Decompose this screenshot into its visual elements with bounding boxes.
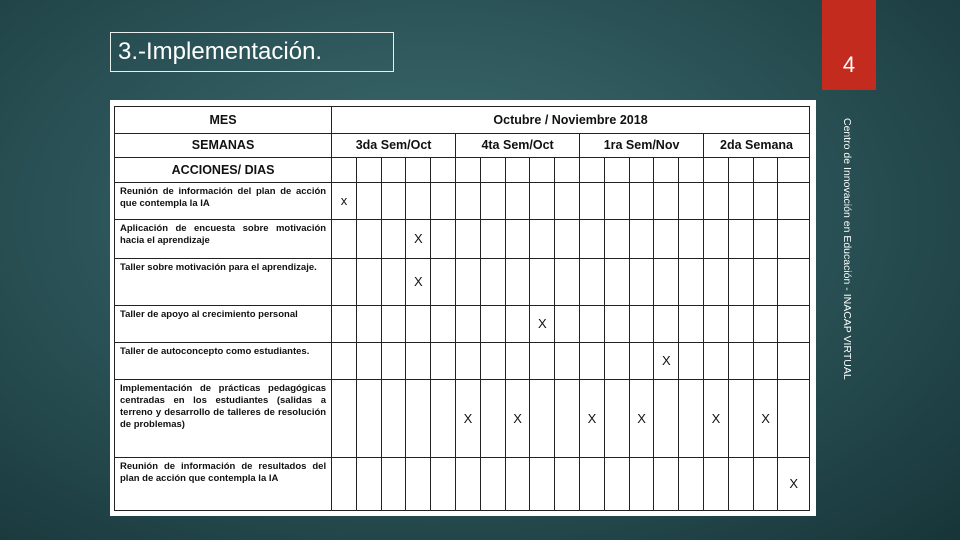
day-cell — [704, 158, 729, 183]
mark-cell — [332, 342, 357, 379]
mark-cell — [629, 305, 654, 342]
mark-cell — [480, 457, 505, 510]
mark-cell — [704, 258, 729, 305]
week-header: 2da Semana — [704, 133, 810, 158]
acciones-label: ACCIONES/ DIAS — [115, 158, 332, 183]
mark-cell — [456, 258, 481, 305]
mark-cell — [679, 457, 704, 510]
mark-cell — [356, 258, 381, 305]
mark-cell — [753, 457, 778, 510]
mark-cell — [604, 379, 629, 457]
mark-cell — [580, 457, 605, 510]
day-cell — [778, 158, 810, 183]
mark-cell — [431, 457, 456, 510]
mark-cell — [679, 258, 704, 305]
action-label: Taller de apoyo al crecimiento personal — [115, 305, 332, 342]
mark-cell — [381, 258, 406, 305]
mark-cell — [356, 182, 381, 219]
mark-cell — [629, 258, 654, 305]
mark-cell — [778, 379, 810, 457]
mes-row — [115, 107, 810, 134]
mark-cell — [480, 342, 505, 379]
mark-cell: X — [629, 379, 654, 457]
mark-cell — [406, 379, 431, 457]
table-row — [115, 457, 810, 510]
mark-cell — [381, 219, 406, 258]
mark-cell — [604, 342, 629, 379]
mark-cell — [381, 457, 406, 510]
day-cell — [406, 158, 431, 183]
day-cell — [480, 158, 505, 183]
schedule-table — [114, 106, 810, 511]
mark-cell — [505, 258, 530, 305]
table-row — [115, 219, 810, 258]
mark-cell — [332, 219, 357, 258]
mark-cell — [381, 379, 406, 457]
mark-cell — [530, 457, 555, 510]
mark-cell — [480, 219, 505, 258]
mark-cell — [679, 379, 704, 457]
mark-cell: X — [406, 258, 431, 305]
mark-cell — [704, 305, 729, 342]
mark-cell — [728, 379, 753, 457]
semanas-label: SEMANAS — [115, 133, 332, 158]
mark-cell — [530, 342, 555, 379]
mark-cell — [332, 457, 357, 510]
mark-cell: X — [580, 379, 605, 457]
mark-cell — [654, 258, 679, 305]
mark-cell — [555, 182, 580, 219]
mark-cell — [604, 219, 629, 258]
mark-cell — [406, 342, 431, 379]
mark-cell — [480, 379, 505, 457]
mark-cell — [654, 219, 679, 258]
mark-cell — [728, 342, 753, 379]
mark-cell — [356, 219, 381, 258]
mark-cell — [456, 219, 481, 258]
action-label: Aplicación de encuesta sobre motivación hacia el aprendizaje — [115, 219, 332, 258]
mark-cell — [381, 342, 406, 379]
table-row — [115, 342, 810, 379]
mark-cell — [629, 219, 654, 258]
mark-cell — [629, 342, 654, 379]
mark-cell — [480, 305, 505, 342]
mark-cell — [505, 457, 530, 510]
mark-cell — [480, 182, 505, 219]
mark-cell — [778, 305, 810, 342]
mark-cell — [728, 258, 753, 305]
mark-cell: X — [654, 342, 679, 379]
mark-cell — [604, 457, 629, 510]
slide-number: 4 — [822, 0, 876, 90]
semanas-row — [115, 133, 810, 158]
mark-cell — [654, 305, 679, 342]
mark-cell — [629, 457, 654, 510]
mark-cell — [431, 219, 456, 258]
mark-cell — [580, 342, 605, 379]
day-cell — [456, 158, 481, 183]
mark-cell — [753, 219, 778, 258]
mark-cell — [431, 379, 456, 457]
mark-cell — [580, 258, 605, 305]
mark-cell — [704, 457, 729, 510]
table-row — [115, 379, 810, 457]
acciones-row — [115, 158, 810, 183]
mark-cell — [778, 258, 810, 305]
mark-cell — [654, 182, 679, 219]
mark-cell — [555, 342, 580, 379]
table-row — [115, 182, 810, 219]
mark-cell — [604, 182, 629, 219]
mark-cell: X — [505, 379, 530, 457]
mark-cell — [456, 305, 481, 342]
mark-cell — [728, 182, 753, 219]
mes-value: Octubre / Noviembre 2018 — [332, 107, 810, 134]
mark-cell — [356, 342, 381, 379]
mark-cell: X — [456, 379, 481, 457]
day-cell — [654, 158, 679, 183]
mark-cell — [456, 457, 481, 510]
mark-cell — [480, 258, 505, 305]
mark-cell — [654, 457, 679, 510]
day-cell — [728, 158, 753, 183]
day-cell — [431, 158, 456, 183]
week-header: 1ra Sem/Nov — [580, 133, 704, 158]
day-cell — [530, 158, 555, 183]
mark-cell: x — [332, 182, 357, 219]
mark-cell — [654, 379, 679, 457]
mark-cell — [728, 457, 753, 510]
mark-cell — [381, 305, 406, 342]
mark-cell — [406, 457, 431, 510]
mark-cell — [778, 342, 810, 379]
mark-cell — [679, 305, 704, 342]
mark-cell — [728, 219, 753, 258]
mark-cell — [580, 305, 605, 342]
table-row — [115, 305, 810, 342]
action-label: Taller sobre motivación para el aprendizaje. — [115, 258, 332, 305]
action-label: Implementación de prácticas pedagógicas centradas en los estudiantes (salidas a terreno y desarrollo de talleres de resolución de problemas) — [115, 379, 332, 457]
mark-cell: X — [406, 219, 431, 258]
mark-cell — [753, 342, 778, 379]
mark-cell — [332, 305, 357, 342]
day-cell — [604, 158, 629, 183]
mark-cell: X — [753, 379, 778, 457]
mark-cell — [604, 258, 629, 305]
mark-cell — [580, 219, 605, 258]
day-cell — [679, 158, 704, 183]
day-cell — [629, 158, 654, 183]
mark-cell — [431, 342, 456, 379]
mark-cell — [704, 342, 729, 379]
mark-cell — [356, 379, 381, 457]
mark-cell — [456, 342, 481, 379]
mark-cell — [431, 258, 456, 305]
day-cell — [753, 158, 778, 183]
day-cell — [356, 158, 381, 183]
schedule-image — [110, 100, 816, 516]
table-row — [115, 258, 810, 305]
mark-cell — [679, 219, 704, 258]
mark-cell — [555, 457, 580, 510]
mark-cell — [356, 457, 381, 510]
day-cell — [580, 158, 605, 183]
mark-cell — [356, 305, 381, 342]
mark-cell — [530, 258, 555, 305]
action-label: Taller de autoconcepto como estudiantes. — [115, 342, 332, 379]
mark-cell — [555, 305, 580, 342]
mark-cell — [704, 182, 729, 219]
week-header: 3da Sem/Oct — [332, 133, 456, 158]
mes-label: MES — [115, 107, 332, 134]
mark-cell — [505, 182, 530, 219]
mark-cell — [753, 258, 778, 305]
mark-cell — [332, 379, 357, 457]
day-cell — [332, 158, 357, 183]
mark-cell — [555, 219, 580, 258]
day-cell — [555, 158, 580, 183]
mark-cell — [505, 219, 530, 258]
mark-cell: X — [704, 379, 729, 457]
mark-cell — [530, 219, 555, 258]
mark-cell — [679, 342, 704, 379]
slide-title: 3.-Implementación. — [110, 32, 394, 72]
mark-cell — [431, 182, 456, 219]
mark-cell — [604, 305, 629, 342]
mark-cell — [629, 182, 654, 219]
mark-cell — [704, 219, 729, 258]
mark-cell — [505, 305, 530, 342]
action-label: Reunión de información de resultados del plan de acción que contempla la IA — [115, 457, 332, 510]
mark-cell: X — [530, 305, 555, 342]
mark-cell: X — [778, 457, 810, 510]
mark-cell — [580, 182, 605, 219]
mark-cell — [778, 182, 810, 219]
day-cell — [381, 158, 406, 183]
mark-cell — [728, 305, 753, 342]
mark-cell — [381, 182, 406, 219]
mark-cell — [406, 305, 431, 342]
day-cell — [505, 158, 530, 183]
mark-cell — [778, 219, 810, 258]
mark-cell — [530, 182, 555, 219]
mark-cell — [555, 258, 580, 305]
mark-cell — [530, 379, 555, 457]
mark-cell — [406, 182, 431, 219]
action-label: Reunión de información del plan de acción que contempla la IA — [115, 182, 332, 219]
side-caption: Centro de Innovación en Educación - INACAP VIRTUAL — [841, 118, 853, 380]
mark-cell — [505, 342, 530, 379]
mark-cell — [555, 379, 580, 457]
mark-cell — [753, 182, 778, 219]
mark-cell — [456, 182, 481, 219]
mark-cell — [332, 258, 357, 305]
mark-cell — [753, 305, 778, 342]
week-header: 4ta Sem/Oct — [456, 133, 580, 158]
mark-cell — [431, 305, 456, 342]
mark-cell — [679, 182, 704, 219]
